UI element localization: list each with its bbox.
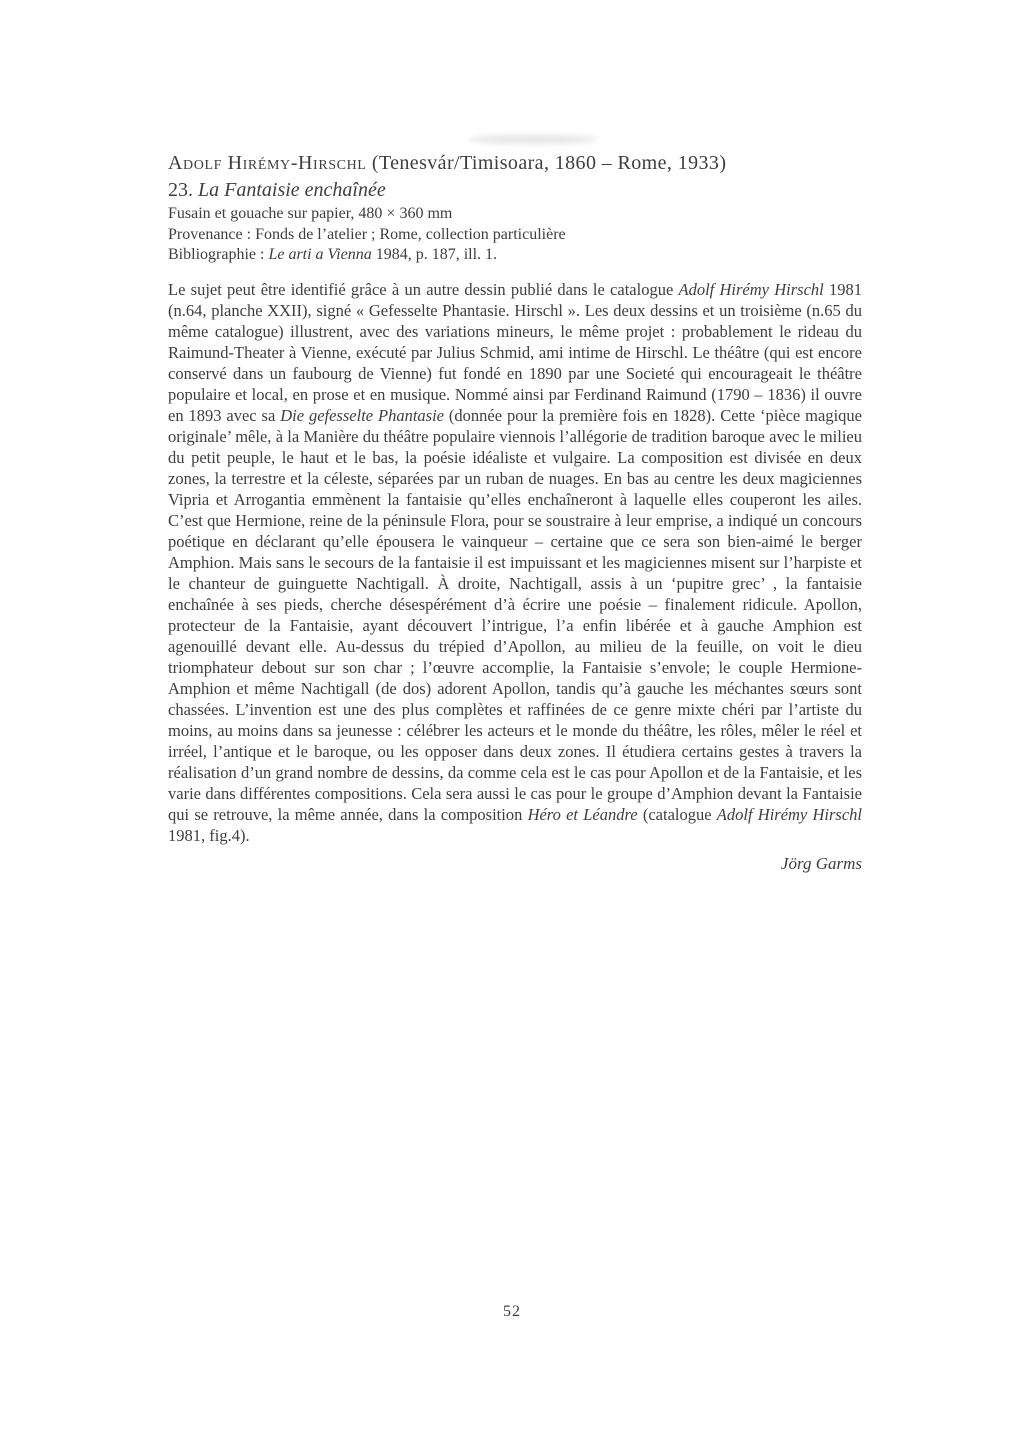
text-run: 1984, p. 187, ill. 1.	[371, 246, 498, 263]
italic-text-run: Die gefesselte Phantasie	[280, 405, 445, 425]
catalogue-number: 23.	[168, 179, 193, 201]
provenance-line: Provenance : Fonds de l’atelier ; Rome, collection particulière	[168, 225, 566, 243]
entry-body	[168, 279, 862, 874]
text-run: (donnée pour la première fois en 1828). Cette ‘pièce magique originale’ mêle, à la Manière du théâtre populaire viennois l’allégorie de tradition baroque avec le milieu du petit peuple, le haut et le bas, la poésie idéaliste et vulgaire. La composition est divisée en deux zones, la terrestre et la céleste, séparées par un ruban de nuages. En bas au centre les deux magiciennes Vipria et Arrogantia emmènent la fantaisie qu’elles enchaîneront à laquelle elles couperont les ailes. C’est que Hermione, reine de la péninsule Flora, pour se soustraire à leur emprise, a indiqué un concours poétique en déclarant qu’elle épousera le vainqueur – certaine que ce sera son bien-aimé le berger Amphion. Mais sans le secours de la fantaisie il est impuissant et les magiciennes misent sur l’harpiste et le chanteur de guinguette Nachtigall. À droite, Nachtigall, assis à un ‘pupitre grec’ , la fantaisie enchaînée à ses pieds, cherche désespérément d’à écrire une poésie – finalement ridicule. Apollon, protecteur de la Fantaisie, ayant découvert l’intrigue, l’a enfin libérée et à gauche Amphion est agenouillé devant elle. Au-dessus du trépied d’Apollon, au milieu de la feuille, on voit le dieu triomphateur debout sur son char ; l’œuvre accomplie, la Fantaisie s’envole; le couple Hermione-Amphion et même Nachtigall (de dos) adorent Apollon, tandis qu’à gauche les méchantes sœurs sont chassées. L’invention est une des plus complètes et raffinées de ce genre mixte chéri par l’artiste du moins, au moins dans sa jeunesse : célébrer les acteurs et le monde du théâtre, les rôles, mêler le réel et irréel, l’antique et le baroque, ou les opposer dans deux zones. Il étudiera certains gestes à travers la réalisation d’un grand nombre de dessins, da comme cela est le cas pour Apollon et de la Fantaisie, et les varie dans différentes compositions. Cela sera aussi le cas pour le groupe d’Amphion devant la Fantaisie qui se retrouve, la même année, dans la composition	[168, 405, 862, 824]
scan-smudge-artifact	[468, 135, 598, 144]
italic-text-run: Adolf Hirémy Hirschl	[716, 804, 862, 824]
author-signature: Jörg Garms	[780, 853, 862, 873]
italic-text-run: Adolf Hirémy Hirschl	[678, 279, 824, 299]
medium-line: Fusain et gouache sur papier, 480 × 360 mm	[168, 205, 453, 222]
catalogue-entry-text	[168, 279, 862, 846]
text-run: 1981 (n.64, planche XXII), signé « Gefesselte Phantasie. Hirschl ». Les deux dessins et un troisième (n.65 du même catalogue) illustrent, avec des variations mineurs, le même projet : probablement le rideau du Raimund-Theater à Vienne, exécuté par Julius Schmid, ami intime de Hirschl. Le théâtre (qui est encore conservé dans un faubourg de Vienne) fut fondé en 1890 par une Societé qui encourageait le théâtre populaire et local, en prose et en musique. Nommé ainsi par Ferdinand Raimund (1790 – 1836) il ouvre en 1893 avec sa	[168, 279, 862, 425]
catalogue-entry	[168, 150, 862, 874]
text-run: Le sujet peut être identifié grâce à un autre dessin publié dans le catalogue	[168, 279, 679, 299]
artist-line	[168, 150, 862, 177]
title-line	[168, 177, 862, 204]
text-run: 1981, fig.4).	[168, 825, 250, 845]
text-run: (catalogue	[637, 804, 717, 824]
entry-header	[168, 150, 862, 266]
artist-name: Adolf Hirémy-Hirschl	[168, 152, 367, 174]
artwork-title: La Fantaisie enchaînée	[198, 179, 386, 201]
text-run: Bibliographie :	[168, 246, 269, 263]
artist-dates: (Tenesvár/Timisoara, 1860 – Rome, 1933)	[366, 152, 727, 174]
italic-text-run: Héro et Léandre	[527, 804, 638, 824]
bibliography-line	[168, 245, 862, 266]
italic-text-run: Le arti a Vienna	[268, 246, 372, 263]
page-number: 52	[503, 1303, 521, 1320]
